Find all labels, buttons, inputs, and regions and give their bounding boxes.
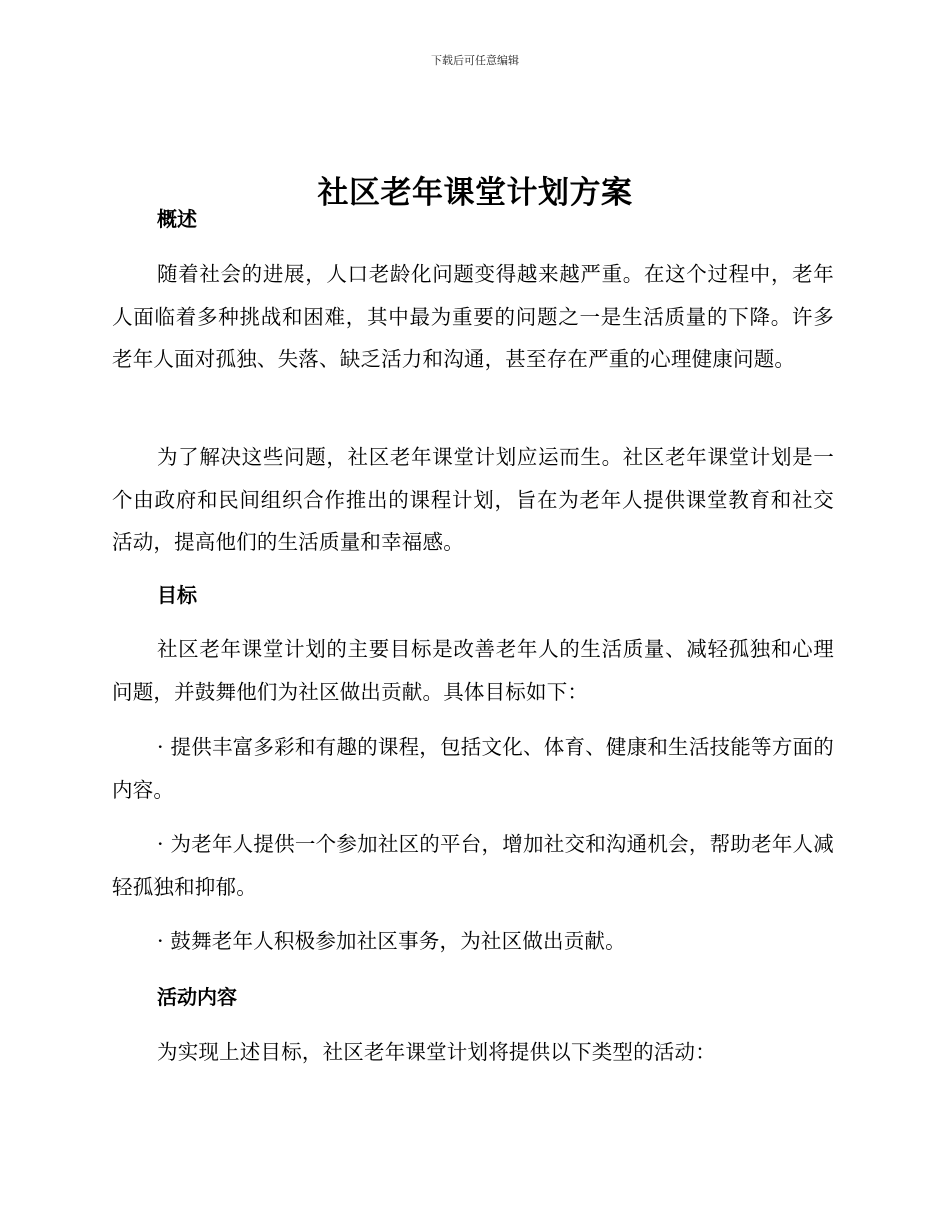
section-heading-activities: 活动内容 [157,985,237,1009]
header-note: 下载后可任意编辑 [431,54,519,67]
overview-paragraph-2: 为了解决这些问题，社区老年课堂计划应运而生。社区老年课堂计划是一个由政府和民间组织合作推出的课程计划，旨在为老年人提供课堂教育和社交活动，提高他们的生活质量和幸福感。 [112,445,834,554]
section-heading-overview: 概述 [157,207,197,231]
goals-intro-paragraph: 社区老年课堂计划的主要目标是改善老年人的生活质量、减轻孤独和心理问题，并鼓舞他们为社区做出贡献。具体目标如下： [112,637,834,704]
document-title: 社区老年课堂计划方案 [317,174,633,211]
goal-item-1: · 提供丰富多彩和有趣的课程，包括文化、体育、健康和生活技能等方面的内容。 [112,735,834,802]
activities-intro-paragraph: 为实现上述目标，社区老年课堂计划将提供以下类型的活动： [157,1040,716,1064]
section-heading-goals: 目标 [157,583,197,607]
goal-item-3: · 鼓舞老年人积极参加社区事务，为社区做出贡献。 [157,929,626,953]
overview-paragraph-1: 随着社会的进展，人口老龄化问题变得越来越严重。在这个过程中，老年人面临着多种挑战和困难，其中最为重要的问题之一是生活质量的下降。许多老年人面对孤独、失落、缺乏活力和沟通，甚至存在严重的心理健康问题。 [112,262,834,371]
goal-item-2: · 为老年人提供一个参加社区的平台，增加社交和沟通机会，帮助老年人减轻孤独和抑郁。 [112,832,834,899]
